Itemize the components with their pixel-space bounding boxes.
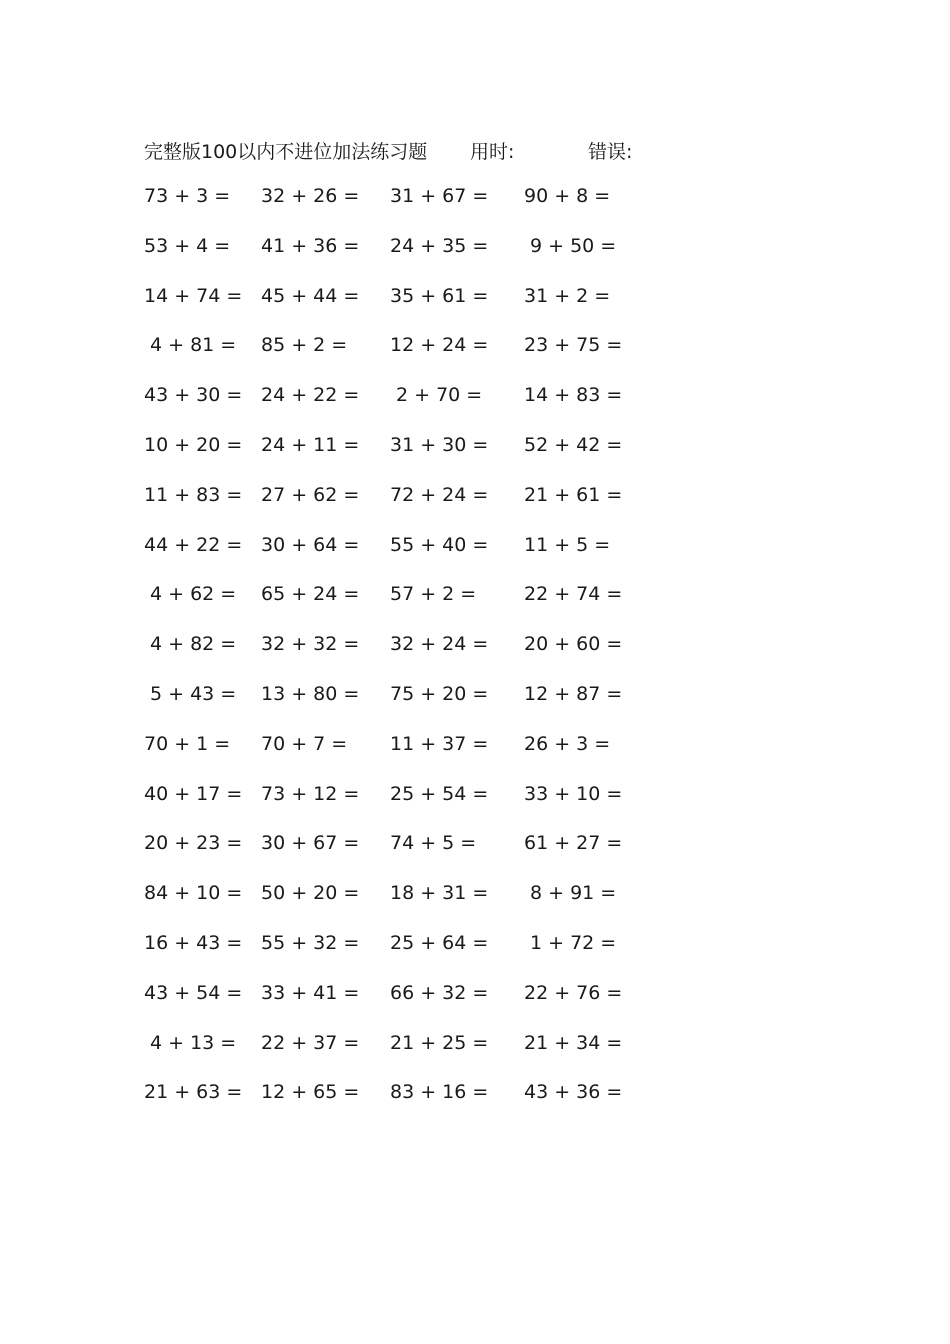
problem-item: 22 + 76 = — [524, 981, 623, 1004]
error-label: 错误: — [588, 141, 633, 163]
worksheet-title: 完整版100以内不进位加法练习题 — [144, 141, 428, 163]
problem-item: 75 + 20 = — [390, 682, 489, 705]
problem-item: 10 + 20 = — [144, 433, 243, 456]
problem-item: 12 + 24 = — [390, 334, 489, 357]
problem-row — [144, 832, 644, 882]
problem-item: 1 + 72 = — [530, 931, 617, 954]
problem-item: 70 + 1 = — [144, 732, 231, 755]
problem-item: 32 + 32 = — [261, 633, 360, 656]
problem-item: 90 + 8 = — [524, 185, 611, 207]
problem-item: 61 + 27 = — [524, 832, 623, 855]
problem-row — [144, 733, 644, 783]
problem-item: 12 + 65 = — [261, 1081, 360, 1104]
problem-item: 43 + 30 = — [144, 384, 243, 407]
problem-item: 14 + 83 = — [524, 384, 623, 407]
problem-item: 25 + 64 = — [390, 931, 489, 954]
problem-item: 43 + 36 = — [524, 1081, 623, 1104]
problem-item: 83 + 16 = — [390, 1081, 489, 1104]
problem-item: 35 + 61 = — [390, 284, 489, 307]
problem-row — [144, 185, 644, 235]
problem-row — [144, 484, 644, 534]
problem-item: 23 + 75 = — [524, 334, 623, 357]
problem-item: 31 + 67 = — [390, 185, 489, 207]
problem-row — [144, 932, 644, 982]
problem-row — [144, 285, 644, 335]
problem-item: 24 + 11 = — [261, 433, 360, 456]
problem-row — [144, 783, 644, 833]
problem-item: 8 + 91 = — [530, 882, 617, 905]
problem-item: 21 + 63 = — [144, 1081, 243, 1104]
problem-item: 31 + 2 = — [524, 284, 611, 307]
problem-item: 32 + 26 = — [261, 185, 360, 207]
problem-item: 24 + 22 = — [261, 384, 360, 407]
problem-item: 18 + 31 = — [390, 882, 489, 905]
problem-item: 66 + 32 = — [390, 981, 489, 1004]
problem-row — [144, 1081, 644, 1131]
time-label: 用时: — [470, 141, 515, 163]
problem-item: 2 + 70 = — [396, 384, 483, 407]
problem-item: 11 + 5 = — [524, 533, 611, 556]
problem-item: 20 + 23 = — [144, 832, 243, 855]
problem-item: 70 + 7 = — [261, 732, 348, 755]
problem-item: 9 + 50 = — [530, 234, 617, 257]
problem-item: 41 + 36 = — [261, 234, 360, 257]
problem-item: 50 + 20 = — [261, 882, 360, 905]
problem-item: 45 + 44 = — [261, 284, 360, 307]
problem-row — [144, 683, 644, 733]
problem-grid — [144, 185, 644, 1131]
problem-item: 55 + 40 = — [390, 533, 489, 556]
problem-item: 13 + 80 = — [261, 682, 360, 705]
problem-row — [144, 235, 644, 285]
problem-item: 5 + 43 = — [150, 682, 237, 705]
problem-item: 32 + 24 = — [390, 633, 489, 656]
problem-item: 31 + 30 = — [390, 433, 489, 456]
problem-item: 85 + 2 = — [261, 334, 348, 357]
problem-row — [144, 882, 644, 932]
problem-row — [144, 1032, 644, 1082]
problem-row — [144, 982, 644, 1032]
problem-item: 4 + 13 = — [150, 1031, 237, 1054]
problem-item: 21 + 61 = — [524, 483, 623, 506]
problem-item: 84 + 10 = — [144, 882, 243, 905]
problem-item: 4 + 62 = — [150, 583, 237, 606]
problem-item: 4 + 81 = — [150, 334, 237, 357]
problem-item: 27 + 62 = — [261, 483, 360, 506]
problem-item: 25 + 54 = — [390, 782, 489, 805]
problem-item: 30 + 67 = — [261, 832, 360, 855]
problem-item: 57 + 2 = — [390, 583, 477, 606]
problem-row — [144, 534, 644, 584]
worksheet-header — [144, 137, 704, 165]
problem-item: 11 + 37 = — [390, 732, 489, 755]
problem-item: 33 + 10 = — [524, 782, 623, 805]
problem-item: 12 + 87 = — [524, 682, 623, 705]
problem-item: 22 + 37 = — [261, 1031, 360, 1054]
problem-item: 74 + 5 = — [390, 832, 477, 855]
problem-item: 53 + 4 = — [144, 234, 231, 257]
problem-item: 52 + 42 = — [524, 433, 623, 456]
problem-item: 11 + 83 = — [144, 483, 243, 506]
problem-row — [144, 334, 644, 384]
problem-item: 73 + 12 = — [261, 782, 360, 805]
problem-item: 43 + 54 = — [144, 981, 243, 1004]
problem-item: 4 + 82 = — [150, 633, 237, 656]
problem-item: 33 + 41 = — [261, 981, 360, 1004]
problem-row — [144, 384, 644, 434]
problem-item: 24 + 35 = — [390, 234, 489, 257]
problem-item: 26 + 3 = — [524, 732, 611, 755]
problem-item: 72 + 24 = — [390, 483, 489, 506]
problem-item: 65 + 24 = — [261, 583, 360, 606]
problem-item: 14 + 74 = — [144, 284, 243, 307]
problem-item: 21 + 25 = — [390, 1031, 489, 1054]
problem-item: 21 + 34 = — [524, 1031, 623, 1054]
problem-item: 16 + 43 = — [144, 931, 243, 954]
problem-item: 30 + 64 = — [261, 533, 360, 556]
problem-item: 44 + 22 = — [144, 533, 243, 556]
problem-item: 40 + 17 = — [144, 782, 243, 805]
problem-item: 73 + 3 = — [144, 185, 231, 207]
problem-item: 22 + 74 = — [524, 583, 623, 606]
problem-item: 20 + 60 = — [524, 633, 623, 656]
problem-row — [144, 583, 644, 633]
problem-row — [144, 633, 644, 683]
problem-item: 55 + 32 = — [261, 931, 360, 954]
problem-row — [144, 434, 644, 484]
